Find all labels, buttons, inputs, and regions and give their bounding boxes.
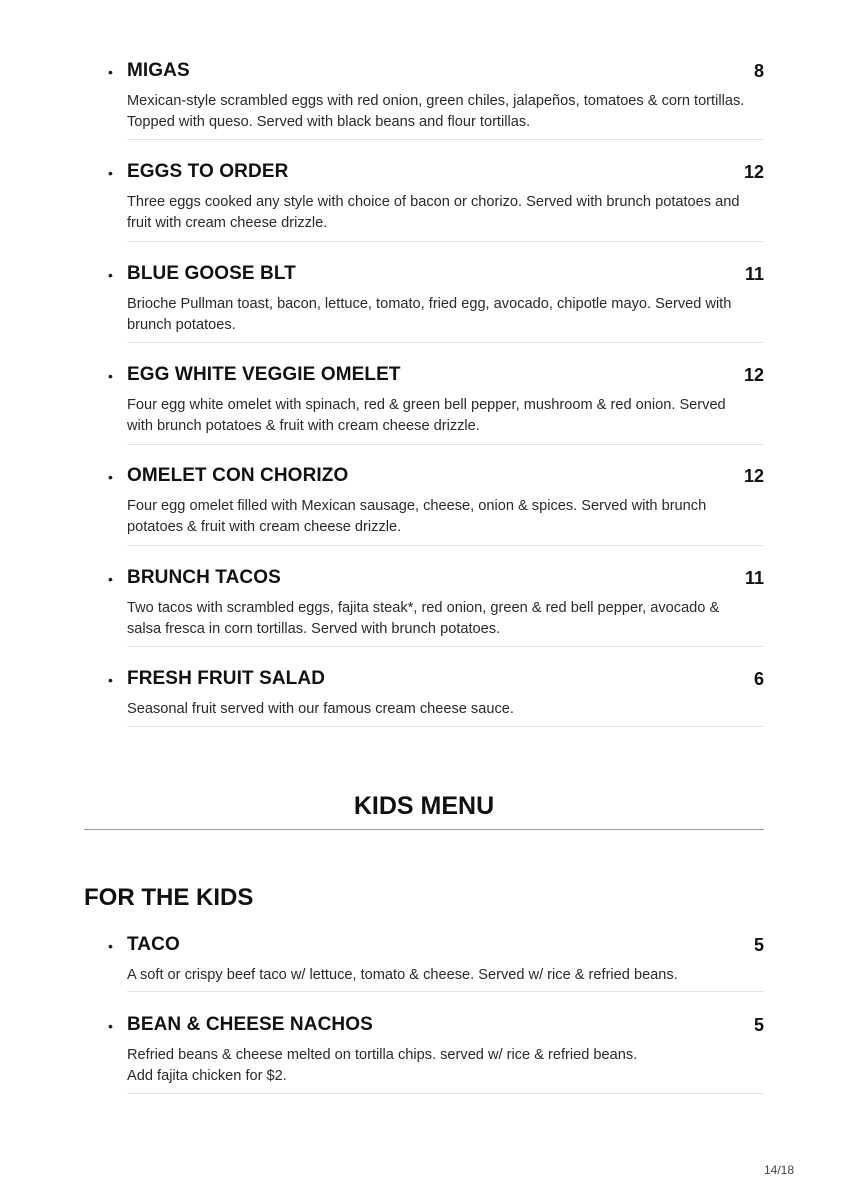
menu-item-price: 12 bbox=[743, 162, 764, 182]
menu-item-price: 11 bbox=[744, 264, 764, 284]
menu-item-name: FRESH FRUIT SALAD bbox=[127, 668, 326, 689]
menu-item-description bbox=[127, 91, 764, 133]
bullet-icon: • bbox=[108, 672, 113, 688]
description-line: Three eggs cooked any style with choice of bacon or chorizo. Served with brunch potatoes and bbox=[127, 194, 740, 210]
description-line: potatoes & fruit with cream cheese drizzle. bbox=[127, 519, 402, 535]
description-line: salsa fresca in corn tortillas. Served with brunch potatoes. bbox=[127, 621, 501, 637]
menu-item-price: 11 bbox=[744, 568, 764, 588]
item-divider bbox=[127, 342, 764, 343]
menu-item bbox=[84, 1014, 764, 1084]
menu-item-name: BLUE GOOSE BLT bbox=[127, 263, 296, 284]
subsection-title-for-the-kids: FOR THE KIDS bbox=[84, 884, 254, 911]
description-line: Brioche Pullman toast, bacon, lettuce, tomato, fried egg, avocado, chipotle mayo. Served with bbox=[127, 296, 732, 312]
bullet-icon: • bbox=[108, 938, 113, 954]
description-line: Four egg white omelet with spinach, red & green bell pepper, mushroom & red onion. Served bbox=[127, 397, 726, 413]
bullet-icon: • bbox=[108, 165, 113, 181]
menu-item-name: OMELET CON CHORIZO bbox=[127, 465, 349, 486]
item-divider bbox=[127, 545, 764, 546]
menu-item-description bbox=[127, 496, 764, 538]
menu-item bbox=[84, 60, 764, 130]
menu-item bbox=[84, 465, 764, 535]
description-line: Refried beans & cheese melted on tortilla chips. served w/ rice & refried beans. bbox=[127, 1047, 638, 1063]
item-divider bbox=[127, 139, 764, 140]
description-line: Mexican-style scrambled eggs with red onion, green chiles, jalapeños, tomatoes & corn tortillas. bbox=[127, 93, 745, 109]
menu-item-price: 6 bbox=[753, 669, 764, 689]
menu-item-name: EGG WHITE VEGGIE OMELET bbox=[127, 364, 401, 385]
menu-item bbox=[84, 263, 764, 333]
menu-item-description bbox=[127, 294, 764, 336]
bullet-icon: • bbox=[108, 267, 113, 283]
bullet-icon: • bbox=[108, 571, 113, 587]
menu-item bbox=[84, 364, 764, 434]
item-divider bbox=[127, 444, 764, 445]
menu-item-description bbox=[127, 1045, 764, 1087]
bullet-icon: • bbox=[108, 64, 113, 80]
description-line: Add fajita chicken for $2. bbox=[127, 1068, 287, 1084]
bullet-icon: • bbox=[108, 368, 113, 384]
item-divider bbox=[127, 241, 764, 242]
description-line: A soft or crispy beef taco w/ lettuce, tomato & cheese. Served w/ rice & refried beans. bbox=[127, 967, 678, 983]
menu-item-description bbox=[127, 192, 764, 234]
menu-item-name: TACO bbox=[127, 934, 180, 955]
menu-item-description bbox=[127, 699, 764, 720]
section-divider bbox=[84, 829, 764, 830]
bullet-icon: • bbox=[108, 1018, 113, 1034]
item-divider bbox=[127, 991, 764, 992]
menu-item-price: 5 bbox=[753, 935, 764, 955]
menu-item-name: EGGS TO ORDER bbox=[127, 161, 289, 182]
description-line: Seasonal fruit served with our famous cream cheese sauce. bbox=[127, 701, 514, 717]
menu-item bbox=[84, 668, 764, 717]
menu-item-name: MIGAS bbox=[127, 60, 190, 81]
description-line: with brunch potatoes & fruit with cream cheese drizzle. bbox=[127, 418, 480, 434]
menu-item-description bbox=[127, 395, 764, 437]
item-divider bbox=[127, 646, 764, 647]
description-line: Four egg omelet filled with Mexican sausage, cheese, onion & spices. Served with brunch bbox=[127, 498, 707, 514]
description-line: Topped with queso. Served with black beans and flour tortillas. bbox=[127, 114, 531, 130]
menu-item-price: 5 bbox=[753, 1015, 764, 1035]
menu-item bbox=[84, 161, 764, 231]
item-divider bbox=[127, 1093, 764, 1094]
item-divider bbox=[127, 726, 764, 727]
menu-item bbox=[84, 934, 764, 983]
menu-item-price: 12 bbox=[743, 365, 764, 385]
menu-item bbox=[84, 567, 764, 637]
menu-item-name: BEAN & CHEESE NACHOS bbox=[127, 1014, 373, 1035]
menu-item-price: 8 bbox=[753, 61, 764, 81]
page-number: 14/18 bbox=[763, 1163, 794, 1177]
description-line: Two tacos with scrambled eggs, fajita steak*, red onion, green & red bell pepper, avocado & bbox=[127, 600, 720, 616]
menu-item-name: BRUNCH TACOS bbox=[127, 567, 281, 588]
bullet-icon: • bbox=[108, 469, 113, 485]
description-line: brunch potatoes. bbox=[127, 317, 236, 333]
menu-item-description bbox=[127, 598, 764, 640]
description-line: fruit with cream cheese drizzle. bbox=[127, 215, 328, 231]
section-title-kids-menu: KIDS MENU bbox=[353, 792, 495, 820]
menu-item-price: 12 bbox=[743, 466, 764, 486]
menu-item-description bbox=[127, 965, 764, 986]
